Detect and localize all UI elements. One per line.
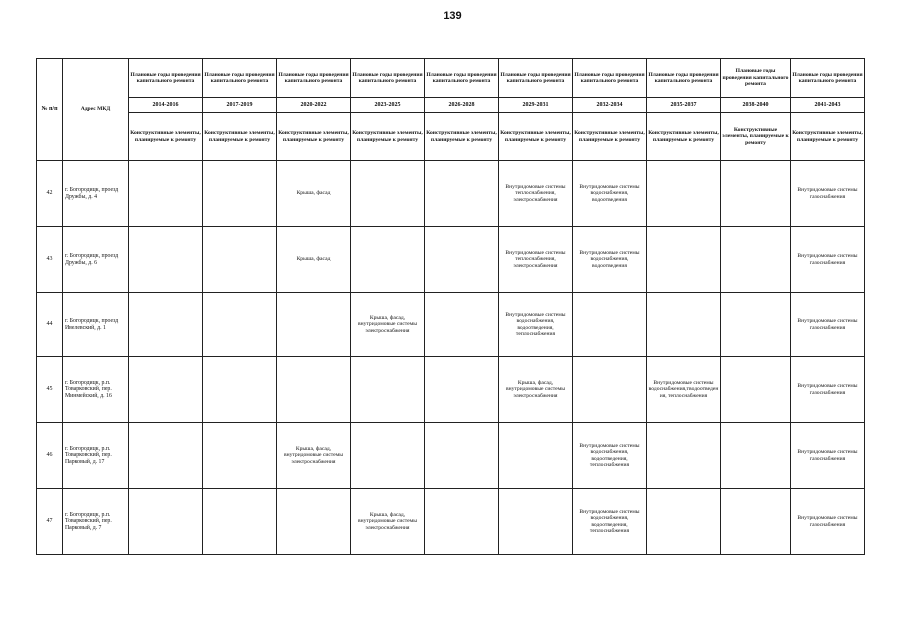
address-header: Адрес МКД [63,59,129,161]
repair-elements-cell [129,423,203,489]
repair-elements-cell [203,489,277,555]
repair-elements-cell [351,357,425,423]
repair-elements-cell: Внутридомовые системы теплоснабжения, электроснабжения [499,161,573,227]
repair-elements-cell [351,227,425,293]
repair-elements-cell [721,423,791,489]
repair-elements-cell [277,293,351,357]
elements-header: Конструктивные элементы, планируемые к ремонту [573,113,647,161]
repair-elements-cell [647,161,721,227]
row-address: г. Богородицк, р.п. Товарковский, пер. Парковый, д. 17 [63,423,129,489]
table-row [37,227,865,293]
year-range-header: 2041-2043 [791,98,865,113]
repair-elements-cell [721,293,791,357]
repair-elements-cell: Внутридомовые системы газоснабжения [791,227,865,293]
repair-elements-cell [721,161,791,227]
repair-elements-cell: Внутридомовые системы теплоснабжения, электроснабжения [499,227,573,293]
year-range-header: 2029-2031 [499,98,573,113]
row-number: 47 [37,489,63,555]
row-address: г. Богородицк, проезд Ивелевский, д. 1 [63,293,129,357]
repair-elements-cell: Внутридомовые системы водоснабжения, водоотведения, теплоснабжения [573,489,647,555]
table-body [37,161,865,555]
planned-years-header: Плановые годы проведения капитального ремонта [573,59,647,98]
repair-elements-cell [647,293,721,357]
elements-header: Конструктивные элементы, планируемые к ремонту [277,113,351,161]
repair-elements-cell [203,423,277,489]
row-number: 43 [37,227,63,293]
elements-header: Конструктивные элементы, планируемые к ремонту [499,113,573,161]
repair-elements-cell [277,357,351,423]
repair-elements-cell [129,357,203,423]
elements-header: Конструктивные элементы, планируемые к ремонту [351,113,425,161]
repair-elements-cell [647,489,721,555]
year-range-header: 2038-2040 [721,98,791,113]
repair-elements-cell [499,423,573,489]
repair-elements-cell: Крыша, фасад [277,161,351,227]
repair-elements-cell: Крыша, фасад, внутридомовые системы электроснабжения [277,423,351,489]
repair-elements-cell [129,293,203,357]
row-address: г. Богородицк, р.п. Товарковский, пер. Минмейский, д. 16 [63,357,129,423]
repair-elements-cell [351,161,425,227]
repair-elements-cell: Внутридомовые системы водоснабжения, водоотведения [573,161,647,227]
repair-elements-cell [721,489,791,555]
row-address: г. Богородицк, проезд Дружбы, д. 6 [63,227,129,293]
page-number: 139 [443,10,462,22]
planned-years-header: Плановые годы проведения капитального ремонта [647,59,721,98]
num-header: № п/п [37,59,63,161]
repair-elements-cell [277,489,351,555]
planned-years-header: Плановые годы проведения капитального ремонта [721,59,791,98]
table-row [37,357,865,423]
repair-elements-cell [203,227,277,293]
repair-elements-cell [647,227,721,293]
repair-elements-cell: Внутридомовые системы водоснабжения, водоотведения [573,227,647,293]
repair-elements-cell [351,423,425,489]
year-range-header: 2035-2037 [647,98,721,113]
header-row-planned [37,59,865,98]
elements-header: Конструктивные элементы, планируемые к ремонту [647,113,721,161]
repair-elements-cell [721,227,791,293]
elements-header: Конструктивные элементы, планируемые к ремонту [203,113,277,161]
table-row [37,293,865,357]
year-range-header: 2026-2028 [425,98,499,113]
repair-elements-cell: Внутридомовые системы газоснабжения [791,423,865,489]
repair-elements-cell [425,293,499,357]
repair-elements-cell: Внутридомовые системы газоснабжения [791,357,865,423]
elements-header: Конструктивные элементы, планируемые к ремонту [129,113,203,161]
planned-years-header: Плановые годы проведения капитального ремонта [499,59,573,98]
repair-elements-cell [203,293,277,357]
repair-elements-cell [573,357,647,423]
repair-elements-cell [425,423,499,489]
repair-schedule-table [36,58,865,555]
planned-years-header: Плановые годы проведения капитального ремонта [425,59,499,98]
repair-elements-cell [499,489,573,555]
repair-elements-cell: Внутридомовые системы водоснабжения,тводоотведения, теплоснабжения [647,357,721,423]
repair-elements-cell: Внутридомовые системы газоснабжения [791,489,865,555]
repair-elements-cell: Крыша, фасад [277,227,351,293]
table-row [37,161,865,227]
year-range-header: 2014-2016 [129,98,203,113]
repair-elements-cell [573,293,647,357]
repair-elements-cell: Внутридомовые системы водоснабжения, водоотведения, теплоснабжения [499,293,573,357]
planned-years-header: Плановые годы проведения капитального ремонта [791,59,865,98]
repair-elements-cell [425,357,499,423]
planned-years-header: Плановые годы проведения капитального ремонта [203,59,277,98]
planned-years-header: Плановые годы проведения капитального ремонта [277,59,351,98]
row-address: г. Богородицк, проезд Дружбы, д. 4 [63,161,129,227]
repair-elements-cell [129,489,203,555]
repair-elements-cell: Внутридомовые системы газоснабжения [791,161,865,227]
year-range-header: 2017-2019 [203,98,277,113]
year-range-header: 2023-2025 [351,98,425,113]
row-number: 44 [37,293,63,357]
repair-elements-cell: Внутридомовые системы газоснабжения [791,293,865,357]
elements-header: Конструктивные элементы, планируемые к ремонту [791,113,865,161]
header-row-years [37,98,865,113]
row-number: 46 [37,423,63,489]
elements-header: Конструктивные элементы, планируемые к ремонту [425,113,499,161]
repair-elements-cell: Крыша, фасад, внутридомовые системы электроснабжения [351,293,425,357]
row-number: 42 [37,161,63,227]
planned-years-header: Плановые годы проведения капитального ремонта [129,59,203,98]
row-number: 45 [37,357,63,423]
repair-elements-cell: Крыша, фасад, внутридомовые системы электроснабжения [351,489,425,555]
repair-elements-cell [425,489,499,555]
repair-elements-cell: Крыша, фасад, внутридомовые системы электроснабжения [499,357,573,423]
table-row [37,423,865,489]
elements-header: Конструктивные элементы, планируемые к ремонту [721,113,791,161]
table-row [37,489,865,555]
repair-elements-cell [425,227,499,293]
year-range-header: 2020-2022 [277,98,351,113]
repair-elements-cell [129,161,203,227]
header-row-elements [37,113,865,161]
repair-elements-cell [129,227,203,293]
year-range-header: 2032-2034 [573,98,647,113]
repair-elements-cell [203,357,277,423]
repair-elements-cell: Внутридомовые системы водоснабжения, водоотведения, теплоснабжения [573,423,647,489]
planned-years-header: Плановые годы проведения капитального ремонта [351,59,425,98]
row-address: г. Богородицк, р.п. Товарковский, пер. Парковый, д. 7 [63,489,129,555]
repair-elements-cell [647,423,721,489]
repair-elements-cell [721,357,791,423]
repair-elements-cell [425,161,499,227]
repair-elements-cell [203,161,277,227]
